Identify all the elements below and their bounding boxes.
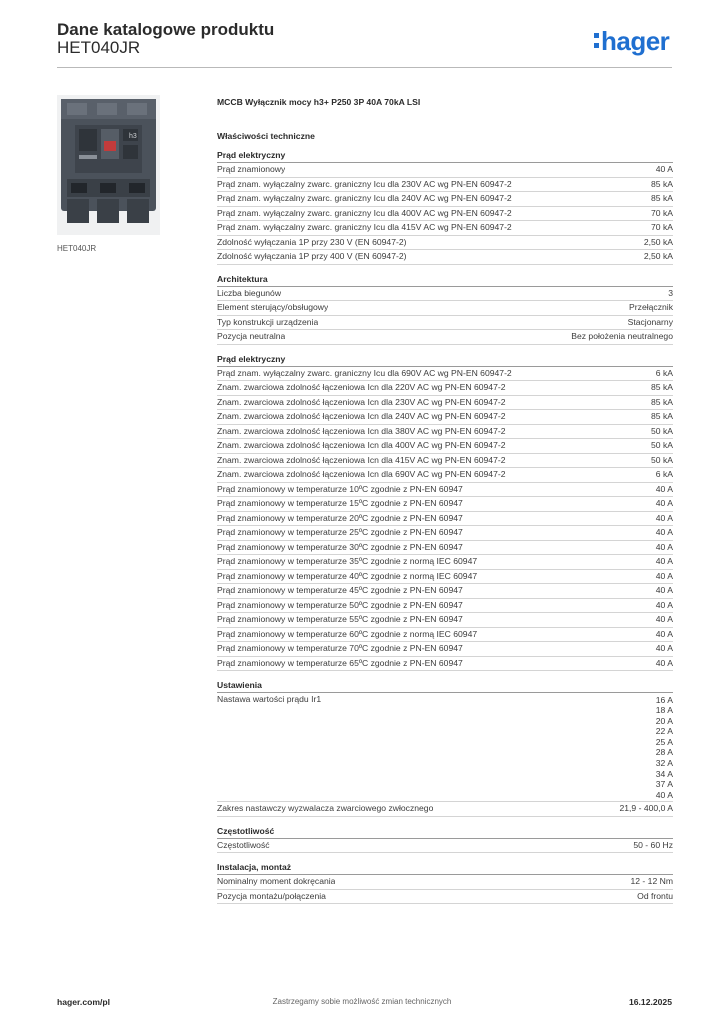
- spec-value: 40 A: [655, 498, 673, 508]
- spec-value: 85 kA: [651, 411, 673, 421]
- spec-value: Bez położenia neutralnego: [571, 331, 673, 341]
- spec-label: Nominalny moment dokręcania: [217, 876, 336, 887]
- spec-section: [217, 861, 673, 904]
- spec-row: [217, 483, 673, 498]
- spec-row: [217, 526, 673, 541]
- spec-label: Częstotliwość: [217, 839, 270, 850]
- spec-value: 40 A: [655, 614, 673, 624]
- spec-row: [217, 301, 673, 316]
- spec-row: [217, 425, 673, 440]
- spec-value: 50 kA: [651, 440, 673, 450]
- section-title: Architektura: [217, 273, 673, 287]
- spec-section: [217, 825, 673, 854]
- spec-row: [217, 396, 673, 411]
- spec-value: 40 A: [655, 585, 673, 595]
- spec-label: Prąd znam. wyłączalny zwarc. graniczny Icu dla 240V AC wg PN-EN 60947-2: [217, 193, 512, 203]
- spec-label: Znam. zwarciowa zdolność łączeniowa Icn dla 415V AC wg PN-EN 60947-2: [217, 454, 506, 465]
- spec-row: [217, 439, 673, 454]
- spec-row: [217, 890, 673, 905]
- spec-row: [217, 250, 673, 265]
- spec-label: Element sterujący/obsługowy: [217, 302, 329, 312]
- section-title: Prąd elektryczny: [217, 149, 673, 163]
- spec-label: Typ konstrukcji urządzenia: [217, 316, 319, 327]
- logo-dots-icon: [594, 33, 599, 49]
- spec-label: Liczba biegunów: [217, 287, 282, 298]
- spec-label: Znam. zwarciowa zdolność łączeniowa Icn dla 240V AC wg PN-EN 60947-2: [217, 411, 506, 421]
- spec-label: Prąd znamionowy w temperaturze 45ºC zgodnie z PN-EN 60947: [217, 585, 463, 595]
- spec-label: Prąd znamionowy w temperaturze 55ºC zgodnie z PN-EN 60947: [217, 614, 463, 624]
- svg-text:h3: h3: [129, 133, 137, 140]
- spec-label: Zdolność wyłączania 1P przy 400 V (EN 60947-2): [217, 251, 407, 261]
- section-title: Ustawienia: [217, 679, 673, 693]
- spec-row: [217, 875, 673, 890]
- spec-row: [217, 599, 673, 614]
- spec-value: 40 A: [655, 541, 673, 552]
- spec-value: 85 kA: [651, 382, 673, 392]
- hager-logo[interactable]: [594, 26, 669, 56]
- spec-row: [217, 839, 673, 854]
- spec-value: 22 A: [655, 726, 673, 737]
- spec-label: Pozycja montażu/połączenia: [217, 890, 326, 901]
- footer-disclaimer: Zastrzegamy sobie możliwość zmian technicznych: [272, 997, 452, 1006]
- product-details: [217, 95, 673, 904]
- spec-label: Znam. zwarciowa zdolność łączeniowa Icn dla 690V AC wg PN-EN 60947-2: [217, 469, 506, 479]
- circuit-breaker-image: [57, 95, 160, 235]
- spec-sections: [217, 149, 673, 904]
- footer-date: 16.12.2025: [628, 997, 672, 1007]
- spec-row: [217, 693, 673, 802]
- spec-value: 50 kA: [651, 425, 673, 436]
- spec-row: [217, 236, 673, 251]
- spec-label: Znam. zwarciowa zdolność łączeniowa Icn dla 220V AC wg PN-EN 60947-2: [217, 382, 506, 392]
- spec-value: 40 A: [655, 643, 673, 653]
- spec-value: 16 A: [655, 694, 673, 705]
- spec-value: 18 A: [655, 705, 673, 716]
- spec-value: 2,50 kA: [643, 236, 673, 247]
- spec-label: Prąd znam. wyłączalny zwarc. graniczny Icu dla 415V AC wg PN-EN 60947-2: [217, 222, 512, 232]
- spec-value: 40 A: [655, 789, 673, 800]
- spec-value: Stacjonarny: [627, 316, 673, 327]
- spec-row: [217, 316, 673, 331]
- spec-label: Zdolność wyłączania 1P przy 230 V (EN 60947-2): [217, 236, 407, 247]
- spec-label: Prąd znamionowy w temperaturze 25ºC zgodnie z PN-EN 60947: [217, 527, 463, 537]
- spec-label: Prąd znamionowy w temperaturze 30ºC zgodnie z PN-EN 60947: [217, 541, 463, 552]
- spec-value: 50 - 60 Hz: [633, 839, 673, 850]
- spec-row: [217, 541, 673, 556]
- spec-row: [217, 192, 673, 207]
- spec-label: Nastawa wartości prądu Ir1: [217, 694, 322, 704]
- spec-label: Prąd znamionowy w temperaturze 10ºC zgodnie z PN-EN 60947: [217, 483, 463, 494]
- spec-row: [217, 642, 673, 657]
- spec-value: 12 - 12 Nm: [630, 876, 673, 887]
- spec-label: Prąd znamionowy w temperaturze 35ºC zgodnie z normą IEC 60947: [217, 556, 478, 566]
- spec-label: Zakres nastawczy wyzwalacza zwarciowego zwłocznego: [217, 803, 434, 814]
- spec-value: 37 A: [655, 779, 673, 790]
- spec-label: Pozycja neutralna: [217, 331, 286, 341]
- spec-label: Prąd znamionowy w temperaturze 50ºC zgodnie z PN-EN 60947: [217, 599, 463, 610]
- spec-row: [217, 178, 673, 193]
- spec-row: [217, 468, 673, 483]
- spec-value: 40 A: [655, 657, 673, 668]
- spec-value: 70 kA: [651, 222, 673, 232]
- spec-row: [217, 221, 673, 236]
- spec-values-list: [656, 693, 673, 801]
- spec-row: [217, 367, 673, 382]
- spec-label: Znam. zwarciowa zdolność łączeniowa Icn dla 230V AC wg PN-EN 60947-2: [217, 396, 506, 407]
- spec-value: Przełącznik: [629, 302, 673, 312]
- spec-value: 85 kA: [651, 396, 673, 407]
- spec-row: [217, 570, 673, 585]
- spec-value: 21,9 - 400,0 A: [619, 803, 673, 814]
- spec-label: Znam. zwarciowa zdolność łączeniowa Icn dla 380V AC wg PN-EN 60947-2: [217, 425, 506, 436]
- spec-value: 50 kA: [651, 454, 673, 465]
- spec-value: 40 A: [655, 628, 673, 639]
- spec-label: Prąd znam. wyłączalny zwarc. graniczny Icu dla 400V AC wg PN-EN 60947-2: [217, 207, 512, 218]
- product-name: MCCB Wyłącznik mocy h3+ P250 3P 40A 70kA LSI: [217, 97, 421, 107]
- spec-label: Prąd znam. wyłączalny zwarc. graniczny Icu dla 230V AC wg PN-EN 60947-2: [217, 178, 512, 189]
- spec-value: 40 A: [655, 483, 673, 494]
- spec-section: [217, 679, 673, 817]
- spec-row: [217, 657, 673, 672]
- product-sku: HET040JR: [57, 38, 141, 57]
- spec-label: Prąd znamionowy w temperaturze 15ºC zgodnie z PN-EN 60947: [217, 498, 463, 508]
- spec-value: 32 A: [655, 758, 673, 769]
- spec-section: [217, 353, 673, 672]
- product-image: [57, 95, 160, 235]
- spec-label: Prąd znamionowy: [217, 164, 286, 174]
- spec-value: Od frontu: [637, 890, 673, 901]
- spec-value: 34 A: [655, 768, 673, 779]
- spec-row: [217, 555, 673, 570]
- spec-row: [217, 207, 673, 222]
- section-title: Prąd elektryczny: [217, 353, 673, 367]
- technical-properties-title: Właściwości techniczne: [217, 131, 315, 141]
- spec-row: [217, 613, 673, 628]
- spec-row: [217, 410, 673, 425]
- spec-row: [217, 287, 673, 302]
- spec-row: [217, 454, 673, 469]
- spec-value: 40 A: [655, 556, 673, 566]
- spec-label: Prąd znamionowy w temperaturze 60ºC zgodnie z normą IEC 60947: [217, 628, 478, 639]
- logo-text: hager: [601, 26, 670, 56]
- spec-row: [217, 163, 673, 178]
- spec-value: 40 A: [655, 599, 673, 610]
- spec-value: 70 kA: [651, 207, 673, 218]
- spec-label: Prąd znamionowy w temperaturze 40ºC zgodnie z normą IEC 60947: [217, 570, 478, 581]
- spec-label: Prąd znamionowy w temperaturze 70ºC zgodnie z PN-EN 60947: [217, 643, 463, 653]
- spec-value: 28 A: [655, 747, 673, 758]
- spec-row: [217, 584, 673, 599]
- spec-label: Prąd znamionowy w temperaturze 20ºC zgodnie z PN-EN 60947: [217, 512, 463, 523]
- spec-value: 85 kA: [651, 193, 673, 203]
- spec-value: 40 A: [655, 570, 673, 581]
- spec-value: 6 kA: [655, 469, 673, 479]
- spec-row: [217, 628, 673, 643]
- spec-section: [217, 149, 673, 265]
- spec-value: 20 A: [655, 715, 673, 726]
- spec-label: Prąd znam. wyłączalny zwarc. graniczny Icu dla 690V AC wg PN-EN 60947-2: [217, 367, 512, 378]
- spec-value: 40 A: [655, 164, 673, 174]
- spec-row: [217, 497, 673, 512]
- header-divider: [57, 67, 672, 68]
- spec-value: 40 A: [655, 527, 673, 537]
- spec-row: [217, 512, 673, 527]
- spec-row: [217, 802, 673, 817]
- spec-row: [217, 330, 673, 345]
- spec-row: [217, 381, 673, 396]
- footer-website-link[interactable]: hager.com/pl: [57, 997, 111, 1007]
- spec-value: 3: [668, 287, 673, 298]
- image-caption: HET040JR: [57, 244, 97, 253]
- page-title: Dane katalogowe produktu: [57, 20, 275, 39]
- spec-value: 25 A: [655, 736, 673, 747]
- spec-value: 6 kA: [655, 367, 673, 378]
- spec-value: 85 kA: [651, 178, 673, 189]
- section-title: Instalacja, montaż: [217, 861, 673, 875]
- spec-label: Znam. zwarciowa zdolność łączeniowa Icn dla 400V AC wg PN-EN 60947-2: [217, 440, 506, 450]
- spec-value: 2,50 kA: [643, 251, 673, 261]
- spec-label: Prąd znamionowy w temperaturze 65ºC zgodnie z PN-EN 60947: [217, 657, 463, 668]
- section-title: Częstotliwość: [217, 825, 673, 839]
- spec-value: 40 A: [655, 512, 673, 523]
- spec-section: [217, 273, 673, 345]
